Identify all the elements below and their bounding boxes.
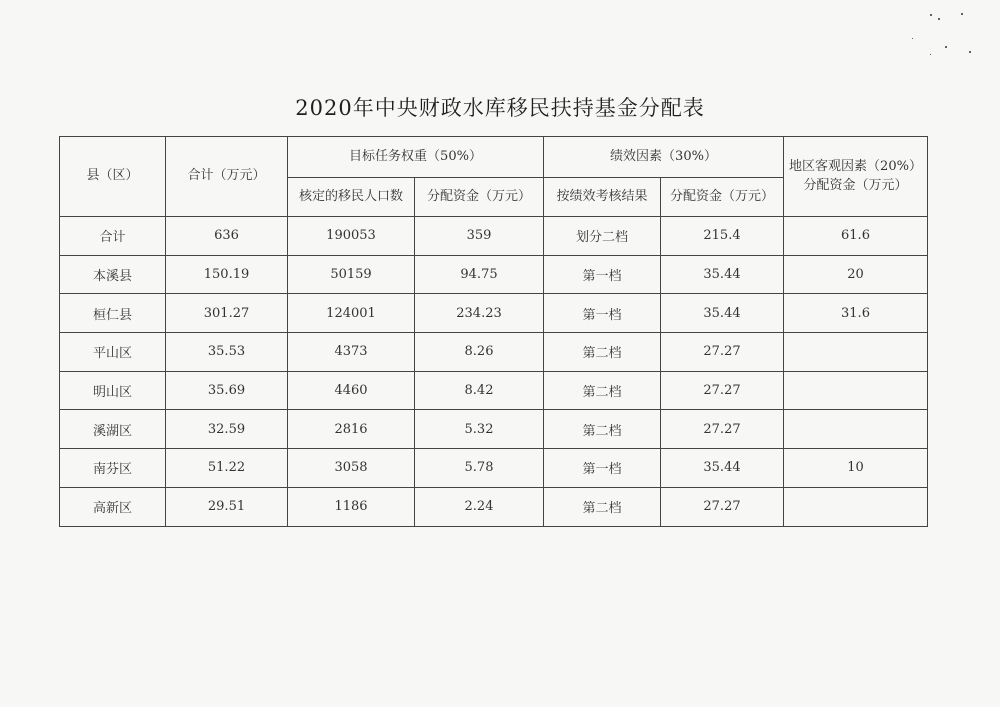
cell-target-funds: 8.42	[415, 371, 544, 410]
cell-total: 150.19	[166, 255, 288, 294]
col-header-population: 核定的移民人口数	[288, 178, 415, 217]
cell-perf-result: 第一档	[544, 255, 661, 294]
table-row	[60, 255, 928, 294]
cell-perf-result: 第二档	[544, 487, 661, 526]
col-header-county: 县（区）	[60, 137, 166, 217]
cell-total: 29.51	[166, 487, 288, 526]
page-title: 2020年中央财政水库移民扶持基金分配表	[295, 96, 705, 120]
cell-perf-funds: 215.4	[661, 217, 784, 256]
cell-total: 636	[166, 217, 288, 256]
cell-total: 35.53	[166, 333, 288, 372]
cell-perf-result: 第二档	[544, 371, 661, 410]
cell-county: 明山区	[60, 371, 166, 410]
table-row	[60, 410, 928, 449]
cell-perf-result: 第一档	[544, 449, 661, 488]
cell-county: 南芬区	[60, 449, 166, 488]
cell-total: 301.27	[166, 294, 288, 333]
cell-population: 2816	[288, 410, 415, 449]
table-row	[60, 294, 928, 333]
table-row	[60, 217, 928, 256]
cell-regional	[784, 371, 928, 410]
cell-target-funds: 5.78	[415, 449, 544, 488]
cell-regional	[784, 333, 928, 372]
cell-county: 平山区	[60, 333, 166, 372]
col-header-regional: 地区客观因素（20%）分配资金（万元）	[784, 137, 928, 217]
cell-perf-result: 第二档	[544, 333, 661, 372]
cell-regional: 10	[784, 449, 928, 488]
table-row	[60, 449, 928, 488]
cell-population: 4373	[288, 333, 415, 372]
cell-perf-funds: 35.44	[661, 449, 784, 488]
cell-population: 124001	[288, 294, 415, 333]
cell-target-funds: 8.26	[415, 333, 544, 372]
cell-total: 35.69	[166, 371, 288, 410]
cell-regional	[784, 410, 928, 449]
cell-target-funds: 234.23	[415, 294, 544, 333]
table-row	[60, 371, 928, 410]
cell-perf-result: 第一档	[544, 294, 661, 333]
col-header-perf-result: 按绩效考核结果	[544, 178, 661, 217]
col-header-target-funds: 分配资金（万元）	[415, 178, 544, 217]
cell-total: 32.59	[166, 410, 288, 449]
cell-perf-funds: 27.27	[661, 371, 784, 410]
cell-county: 溪湖区	[60, 410, 166, 449]
cell-target-funds: 359	[415, 217, 544, 256]
cell-regional	[784, 487, 928, 526]
allocation-table	[59, 136, 928, 527]
cell-population: 190053	[288, 217, 415, 256]
cell-regional: 61.6	[784, 217, 928, 256]
cell-target-funds: 94.75	[415, 255, 544, 294]
group-header-target: 目标任务权重（50%）	[288, 137, 544, 178]
cell-population: 1186	[288, 487, 415, 526]
cell-perf-funds: 27.27	[661, 410, 784, 449]
cell-perf-funds: 35.44	[661, 294, 784, 333]
cell-population: 3058	[288, 449, 415, 488]
cell-population: 50159	[288, 255, 415, 294]
cell-regional: 20	[784, 255, 928, 294]
cell-county: 高新区	[60, 487, 166, 526]
cell-county: 合计	[60, 217, 166, 256]
cell-target-funds: 5.32	[415, 410, 544, 449]
cell-perf-funds: 35.44	[661, 255, 784, 294]
table-header-row	[60, 137, 928, 178]
cell-county: 本溪县	[60, 255, 166, 294]
cell-perf-result: 划分二档	[544, 217, 661, 256]
group-header-performance: 绩效因素（30%）	[544, 137, 784, 178]
cell-regional: 31.6	[784, 294, 928, 333]
cell-target-funds: 2.24	[415, 487, 544, 526]
col-header-total: 合计（万元）	[166, 137, 288, 217]
cell-perf-result: 第二档	[544, 410, 661, 449]
cell-county: 桓仁县	[60, 294, 166, 333]
cell-population: 4460	[288, 371, 415, 410]
cell-perf-funds: 27.27	[661, 333, 784, 372]
table-row	[60, 333, 928, 372]
col-header-perf-funds: 分配资金（万元）	[661, 178, 784, 217]
table-row	[60, 487, 928, 526]
cell-total: 51.22	[166, 449, 288, 488]
cell-perf-funds: 27.27	[661, 487, 784, 526]
